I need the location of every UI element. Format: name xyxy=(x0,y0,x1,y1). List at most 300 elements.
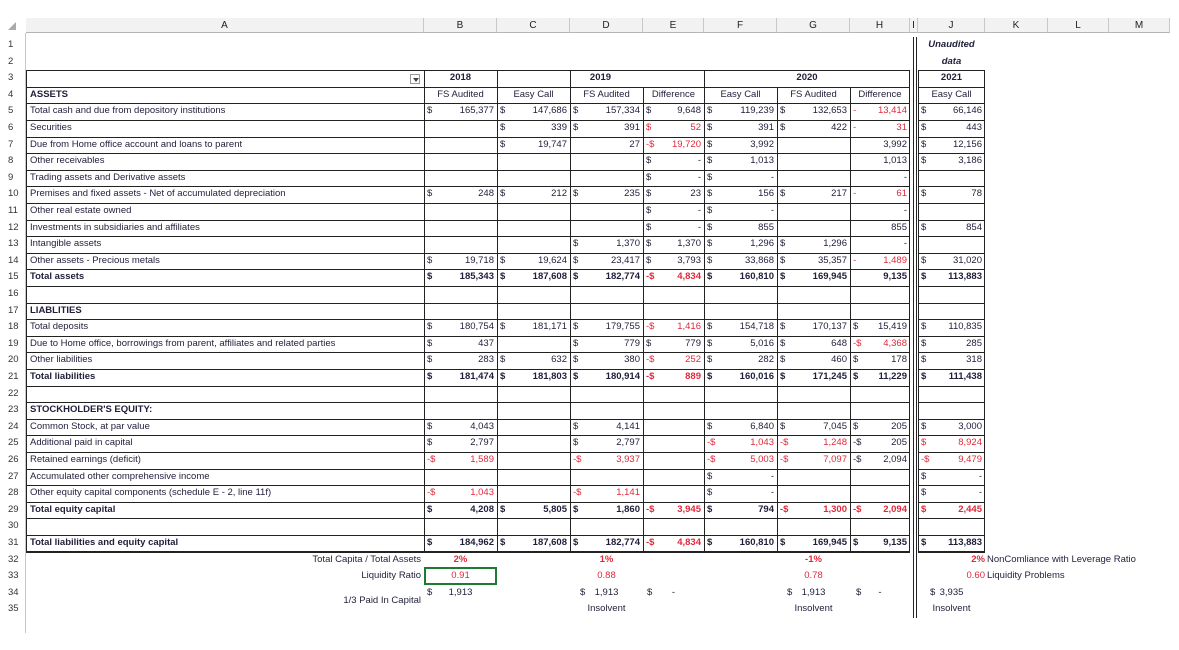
cell-value-h: 9,135 xyxy=(883,537,907,548)
cell-value-j: 3,000 xyxy=(958,420,982,432)
cell-value-e: 52 xyxy=(690,122,701,133)
row-number[interactable]: 22 xyxy=(8,387,19,399)
ratio-h34: - xyxy=(878,586,882,598)
row-label: Total assets xyxy=(30,271,85,283)
row-number[interactable]: 25 xyxy=(8,437,19,449)
currency-sign: -$ xyxy=(780,503,789,515)
row-label: Retained earnings (deficit) xyxy=(30,454,141,465)
row-number[interactable]: 1 xyxy=(8,39,14,50)
currency-sign: $ xyxy=(573,420,579,432)
currency-sign: -$ xyxy=(427,454,436,465)
cell-value-j: 78 xyxy=(971,188,982,200)
currency-sign: -$ xyxy=(853,503,862,515)
cell-value-d: 391 xyxy=(624,122,640,133)
row-label: Securities xyxy=(30,122,72,133)
currency-sign: $ xyxy=(707,371,713,382)
currency-sign: $ xyxy=(780,105,786,117)
currency-sign: $ xyxy=(573,503,579,515)
currency-sign: $ xyxy=(921,537,927,548)
column-subheader: Easy Call xyxy=(931,88,972,100)
cell-value-b: 4,043 xyxy=(470,420,494,432)
cell-value-f: 160,810 xyxy=(739,271,774,283)
currency-sign: $ xyxy=(921,188,927,200)
cell-value-c: 19,747 xyxy=(537,138,567,150)
currency-sign: $ xyxy=(573,105,579,117)
row-number[interactable]: 17 xyxy=(8,304,19,316)
cell-value-f: 160,810 xyxy=(739,537,774,548)
column-subheader: Easy Call xyxy=(513,88,554,100)
currency-sign: $ xyxy=(853,321,859,333)
row-number[interactable]: 24 xyxy=(8,420,19,432)
row-number[interactable]: 18 xyxy=(8,321,19,333)
cell-value-e: 3,945 xyxy=(677,503,701,515)
column-header-k[interactable]: K xyxy=(985,18,1048,33)
row-label: Total liabilities and equity capital xyxy=(30,537,179,548)
row-number[interactable]: 10 xyxy=(8,188,19,200)
ratio-g33: 0.78 xyxy=(804,570,823,582)
cell-value-h: 2,094 xyxy=(883,503,907,515)
cell-value-f: 1,013 xyxy=(750,155,774,167)
row-number[interactable]: 33 xyxy=(8,570,19,582)
cell-value-g: 460 xyxy=(831,354,847,366)
column-subheader: Difference xyxy=(858,88,902,100)
cell-value-d: 182,774 xyxy=(605,537,640,548)
cell-value-b: 1,043 xyxy=(470,487,494,499)
cell-value-j: 854 xyxy=(966,221,982,233)
currency-sign: - xyxy=(853,105,857,117)
cell-value-b: 181,474 xyxy=(459,371,494,382)
currency-sign: $ xyxy=(780,371,786,382)
cell-value-f: - xyxy=(770,205,774,216)
cell-value-b: 185,343 xyxy=(459,271,494,283)
row-label: Investments in subsidiaries and affiliates xyxy=(30,221,200,233)
cell-value-e: 252 xyxy=(685,354,701,366)
column-header-b[interactable]: B xyxy=(424,18,497,33)
currency-sign: $ xyxy=(707,171,713,183)
currency-sign: -$ xyxy=(646,271,655,283)
currency-sign: -$ xyxy=(646,537,655,548)
currency-sign: $ xyxy=(646,105,652,117)
row-label: Other receivables xyxy=(30,155,105,167)
cell-value-b: 283 xyxy=(478,354,494,366)
cell-value-d: 180,914 xyxy=(605,371,640,382)
cell-value-b: 19,718 xyxy=(464,254,494,266)
currency-sign: $ xyxy=(856,586,862,598)
currency-sign: $ xyxy=(573,238,579,250)
cell-value-f: 391 xyxy=(758,122,774,133)
row-number[interactable]: 4 xyxy=(8,88,14,100)
row-number[interactable]: 3 xyxy=(8,72,14,84)
cell-value-b: 1,589 xyxy=(470,454,494,465)
currency-sign: $ xyxy=(427,420,433,432)
row-number[interactable]: 23 xyxy=(8,404,19,416)
cell-value-e: 1,370 xyxy=(677,238,701,250)
year-2021: 2021 xyxy=(940,72,963,84)
ratio-b33: 0.91 xyxy=(451,570,470,582)
currency-sign: $ xyxy=(500,271,506,283)
currency-sign: $ xyxy=(647,586,653,598)
currency-sign: $ xyxy=(921,337,927,349)
currency-sign: $ xyxy=(427,254,433,266)
cell-value-d: 1,370 xyxy=(616,238,640,250)
cell-value-b: 4,208 xyxy=(470,503,494,515)
currency-sign: -$ xyxy=(646,354,655,366)
column-header-i[interactable]: I xyxy=(910,18,918,33)
currency-sign: $ xyxy=(853,371,859,382)
column-subheader: FS Audited xyxy=(790,88,837,100)
cell-value-e: 4,834 xyxy=(677,271,701,283)
row-number[interactable]: 9 xyxy=(8,171,14,183)
cell-value-b: 165,377 xyxy=(459,105,494,117)
cell-value-e: 9,648 xyxy=(677,105,701,117)
currency-sign: $ xyxy=(646,205,652,216)
row-number[interactable]: 11 xyxy=(8,205,18,216)
ratio-d34: 1,913 xyxy=(594,586,619,598)
total-capita-label: Total Capita / Total Assets xyxy=(312,553,421,565)
currency-sign: $ xyxy=(921,354,927,366)
cell-value-f: - xyxy=(770,171,774,183)
row-number[interactable]: 2 xyxy=(8,55,14,67)
currency-sign: $ xyxy=(707,321,713,333)
cell-value-g: 170,137 xyxy=(812,321,847,333)
cell-value-h: - xyxy=(903,238,907,250)
ratio-e34: - xyxy=(671,586,676,598)
currency-sign: -$ xyxy=(427,487,436,499)
cell-value-h: 61 xyxy=(896,188,907,200)
column-subheader: FS Audited xyxy=(583,88,630,100)
cell-value-d: 4,141 xyxy=(616,420,640,432)
currency-sign: $ xyxy=(780,254,786,266)
cell-value-h: 1,489 xyxy=(883,254,907,266)
year-2018: 2018 xyxy=(449,72,472,84)
cell-value-j: 8,924 xyxy=(958,437,982,449)
ratio-g34: 1,913 xyxy=(801,586,826,598)
cell-value-j: 66,146 xyxy=(952,105,982,117)
row-label: Due from Home office account and loans to parent xyxy=(30,138,243,150)
currency-sign: $ xyxy=(573,122,579,133)
cell-value-j: 111,438 xyxy=(948,371,982,382)
cell-value-h: 178 xyxy=(891,354,907,366)
currency-sign: $ xyxy=(921,271,927,283)
row-number[interactable]: 32 xyxy=(8,553,19,565)
cell-value-d: 380 xyxy=(624,354,640,366)
column-header-e[interactable]: E xyxy=(643,18,704,33)
currency-sign: $ xyxy=(707,188,713,200)
currency-sign: $ xyxy=(780,537,786,548)
currency-sign: $ xyxy=(573,321,579,333)
cell-value-d: 1,860 xyxy=(616,503,640,515)
cell-value-f: 33,868 xyxy=(744,254,774,266)
cell-value-f: 119,239 xyxy=(740,105,774,117)
cell-value-e: 1,416 xyxy=(677,321,701,333)
year-2020: 2020 xyxy=(796,72,818,84)
cell-value-d: 779 xyxy=(624,337,640,349)
currency-sign: $ xyxy=(780,238,786,250)
currency-sign: $ xyxy=(707,420,713,432)
cell-value-d: 235 xyxy=(624,188,640,200)
row-label: Total equity capital xyxy=(30,503,116,515)
cell-value-j: 113,883 xyxy=(948,537,982,548)
column-header-m[interactable]: M xyxy=(1109,18,1170,33)
currency-sign: $ xyxy=(921,487,927,499)
currency-sign: -$ xyxy=(646,503,655,515)
currency-sign: -$ xyxy=(646,371,655,382)
currency-sign: $ xyxy=(427,105,433,117)
cell-value-c: 187,608 xyxy=(532,537,567,548)
currency-sign: $ xyxy=(500,105,506,117)
cell-value-f: 156 xyxy=(758,188,774,200)
cell-value-e: 4,834 xyxy=(677,537,701,548)
row-number[interactable]: 20 xyxy=(8,354,19,366)
column-subheader: Easy Call xyxy=(720,88,761,100)
cell-value-h: 4,368 xyxy=(883,337,907,349)
cell-value-e: 3,793 xyxy=(677,254,701,266)
cell-value-f: 5,003 xyxy=(750,454,774,465)
cell-value-g: 171,245 xyxy=(812,371,847,382)
cell-value-e: 23 xyxy=(690,188,701,200)
row-number[interactable]: 27 xyxy=(8,470,19,482)
currency-sign: $ xyxy=(427,437,433,449)
row-label: Total cash and due from depository institutions xyxy=(30,105,226,117)
currency-sign: $ xyxy=(573,188,579,200)
currency-sign: $ xyxy=(500,188,506,200)
row-number[interactable]: 5 xyxy=(8,105,14,117)
currency-sign: $ xyxy=(921,503,927,515)
currency-sign: $ xyxy=(780,337,786,349)
cell-value-g: 7,097 xyxy=(823,454,847,465)
currency-sign: $ xyxy=(853,537,859,548)
currency-sign: $ xyxy=(853,354,859,366)
ratio-g32: -1% xyxy=(805,553,822,565)
row-number[interactable]: 31 xyxy=(8,537,19,548)
column-header-g[interactable]: G xyxy=(777,18,850,33)
ratio-d33: 0.88 xyxy=(597,570,616,582)
ratio-j34: 3,935 xyxy=(939,586,964,598)
column-header-c[interactable]: C xyxy=(497,18,570,33)
cell-value-e: - xyxy=(697,221,701,233)
currency-sign: $ xyxy=(573,354,579,366)
column-header-f[interactable]: F xyxy=(704,18,777,33)
cell-value-j: 443 xyxy=(966,122,982,133)
column-header-a[interactable]: A xyxy=(26,18,424,33)
cell-value-d: 182,774 xyxy=(605,271,640,283)
cell-value-c: 181,171 xyxy=(532,321,567,333)
row-number[interactable]: 29 xyxy=(8,503,19,515)
ratio-d32: 1% xyxy=(599,553,614,565)
cell-value-c: 5,805 xyxy=(543,503,567,515)
row-label: Other real estate owned xyxy=(30,205,132,216)
currency-sign: $ xyxy=(427,321,433,333)
cell-value-h: 205 xyxy=(891,437,907,449)
currency-sign: -$ xyxy=(853,437,862,449)
cell-value-j: 110,835 xyxy=(948,321,982,333)
row-number[interactable]: 28 xyxy=(8,487,19,499)
row-number[interactable]: 12 xyxy=(8,221,19,233)
currency-sign: $ xyxy=(500,138,506,150)
column-header-d[interactable]: D xyxy=(570,18,643,33)
row-number[interactable]: 19 xyxy=(8,337,19,349)
currency-sign: $ xyxy=(707,105,713,117)
cell-value-j: 113,883 xyxy=(948,271,982,283)
ratio-j33: 0.60 xyxy=(966,570,985,582)
currency-sign: -$ xyxy=(780,454,789,465)
row-label: ASSETS xyxy=(30,88,69,100)
cell-value-f: 3,992 xyxy=(750,138,774,150)
column-header-h[interactable]: H xyxy=(850,18,910,33)
currency-sign: $ xyxy=(500,122,506,133)
cell-value-e: 889 xyxy=(685,371,701,382)
currency-sign: -$ xyxy=(707,454,716,465)
cell-value-h: 31 xyxy=(896,122,907,133)
cell-value-f: 160,016 xyxy=(739,371,774,382)
cell-value-c: 339 xyxy=(551,122,567,133)
cell-value-c: 212 xyxy=(551,188,567,200)
currency-sign: - xyxy=(853,188,857,200)
row-number[interactable]: 15 xyxy=(8,271,19,283)
row-label: LIABLITIES xyxy=(30,304,82,316)
cell-value-d: 3,937 xyxy=(616,454,640,465)
cell-value-b: 248 xyxy=(478,188,494,200)
cell-value-e: - xyxy=(697,171,701,183)
currency-sign: $ xyxy=(573,371,579,382)
currency-sign: $ xyxy=(707,537,713,548)
row-number[interactable]: 34 xyxy=(8,586,19,598)
cell-value-f: - xyxy=(770,487,774,499)
row-number[interactable]: 30 xyxy=(8,520,19,532)
currency-sign: $ xyxy=(707,238,713,250)
cell-value-j: 9,479 xyxy=(958,454,982,465)
row-number[interactable]: 14 xyxy=(8,254,19,266)
row-label: Accumulated other comprehensive income xyxy=(30,470,210,482)
cell-value-g: 648 xyxy=(831,337,847,349)
row-number[interactable]: 16 xyxy=(8,288,19,299)
column-header-j[interactable]: J xyxy=(918,18,985,33)
cell-value-f: 5,016 xyxy=(750,337,774,349)
ratio-b34: 1,913 xyxy=(448,586,473,598)
currency-sign: $ xyxy=(921,420,927,432)
currency-sign: $ xyxy=(646,171,652,183)
currency-sign: $ xyxy=(573,337,579,349)
currency-sign: - xyxy=(853,122,857,133)
cell-value-c: 187,608 xyxy=(532,271,567,283)
currency-sign: $ xyxy=(780,354,786,366)
currency-sign: $ xyxy=(707,254,713,266)
currency-sign: $ xyxy=(780,271,786,283)
insolvent-label: Insolvent xyxy=(587,603,626,615)
cell-value-f: 6,840 xyxy=(750,420,774,432)
row-number[interactable]: 21 xyxy=(8,371,19,382)
selected-cell-b33[interactable] xyxy=(424,567,497,585)
row-number[interactable]: 35 xyxy=(8,603,19,615)
currency-sign: $ xyxy=(921,105,927,117)
row-number[interactable]: 6 xyxy=(8,122,14,133)
data-label: data xyxy=(941,55,962,67)
cell-value-j: 2,445 xyxy=(958,503,982,515)
currency-sign: $ xyxy=(707,271,713,283)
row-label: Trading assets and Derivative assets xyxy=(30,171,186,183)
currency-sign: $ xyxy=(930,586,936,598)
currency-sign: $ xyxy=(500,354,506,366)
currency-sign: - xyxy=(853,254,857,266)
currency-sign: $ xyxy=(427,354,433,366)
row-number[interactable]: 7 xyxy=(8,138,14,150)
currency-sign: $ xyxy=(707,205,713,216)
ratio-j32: 2% xyxy=(971,553,985,565)
currency-sign: $ xyxy=(500,537,506,548)
unaudited-label: Unaudited xyxy=(928,39,975,50)
cell-value-h: - xyxy=(903,205,907,216)
row-number[interactable]: 26 xyxy=(8,454,19,465)
currency-sign: $ xyxy=(921,371,927,382)
row-label: Due to Home office, borrowings from parent, affiliates and related parties xyxy=(30,337,336,349)
row-label: Other equity capital components (schedule E - 2, line 11f) xyxy=(30,487,272,499)
cell-value-f: 282 xyxy=(758,354,774,366)
year-2019: 2019 xyxy=(589,72,612,84)
cell-value-j: - xyxy=(978,470,982,482)
cell-value-d: 179,755 xyxy=(605,321,640,333)
currency-sign: $ xyxy=(646,221,652,233)
insolvent-label: Insolvent xyxy=(794,603,833,615)
cell-value-j: 3,186 xyxy=(958,155,982,167)
cell-value-d: 157,334 xyxy=(605,105,640,117)
cell-value-g: 7,045 xyxy=(823,420,847,432)
currency-sign: $ xyxy=(646,238,652,250)
cell-value-h: 13,414 xyxy=(877,105,907,117)
cell-value-d: 2,797 xyxy=(616,437,640,449)
currency-sign: $ xyxy=(646,122,652,133)
cell-value-f: 154,718 xyxy=(739,321,774,333)
row-number[interactable]: 13 xyxy=(8,238,19,250)
currency-sign: $ xyxy=(780,420,786,432)
currency-sign: $ xyxy=(646,254,652,266)
cell-value-j: 318 xyxy=(966,354,982,366)
paid-in-capital-label: 1/3 Paid In Capital xyxy=(343,594,421,606)
cell-value-e: 19,720 xyxy=(671,138,701,150)
currency-sign: -$ xyxy=(573,487,582,499)
cell-value-h: 9,135 xyxy=(883,271,907,283)
currency-sign: $ xyxy=(921,155,927,167)
currency-sign: $ xyxy=(921,321,927,333)
cell-value-h: 11,229 xyxy=(878,371,907,382)
filter-dropdown-icon[interactable] xyxy=(410,74,420,84)
currency-sign: -$ xyxy=(646,138,655,150)
currency-sign: $ xyxy=(427,503,433,515)
cell-value-h: 3,992 xyxy=(883,138,907,150)
note-leverage: NonComliance with Leverage Ratio xyxy=(987,553,1136,565)
row-label: Total deposits xyxy=(30,321,89,333)
cell-value-g: 169,945 xyxy=(812,271,847,283)
row-number[interactable]: 8 xyxy=(8,155,14,167)
currency-sign: $ xyxy=(921,138,927,150)
cell-value-g: 1,296 xyxy=(823,238,847,250)
currency-sign: $ xyxy=(573,537,579,548)
cell-value-e: - xyxy=(697,155,701,167)
currency-sign: $ xyxy=(646,337,652,349)
select-all-corner[interactable] xyxy=(8,22,16,30)
row-label: Additional paid in capital xyxy=(30,437,133,449)
currency-sign: $ xyxy=(427,371,433,382)
column-header-l[interactable]: L xyxy=(1048,18,1109,33)
currency-sign: $ xyxy=(707,122,713,133)
cell-value-f: - xyxy=(770,470,774,482)
cell-value-h: - xyxy=(903,171,907,183)
cell-value-b: 184,962 xyxy=(459,537,494,548)
cell-value-j: 12,156 xyxy=(952,138,982,150)
currency-sign: $ xyxy=(580,586,586,598)
currency-sign: -$ xyxy=(707,437,716,449)
currency-sign: -$ xyxy=(853,454,862,465)
currency-sign: $ xyxy=(707,470,713,482)
